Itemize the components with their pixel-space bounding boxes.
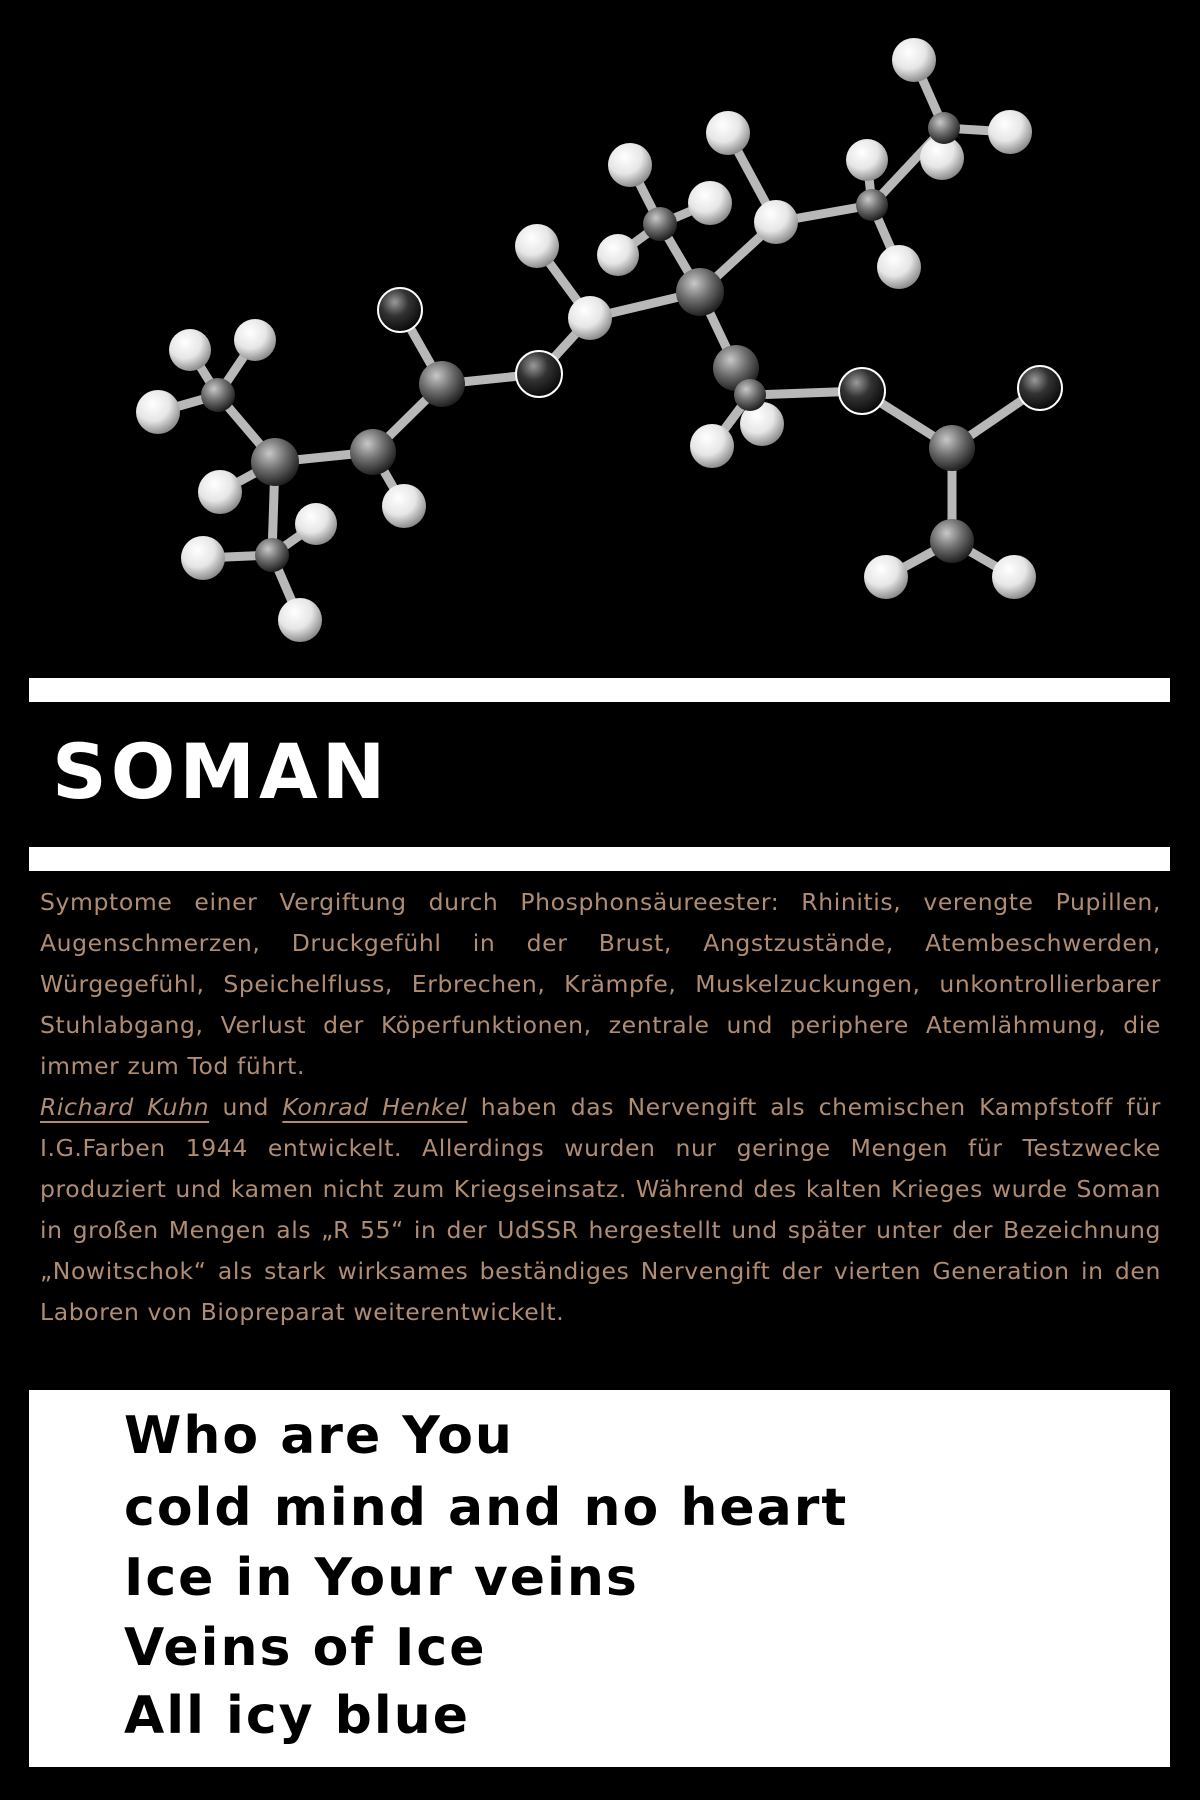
handwritten-line: All icy blue bbox=[124, 1686, 470, 1746]
handwritten-line: cold mind and no heart bbox=[124, 1478, 849, 1538]
molecule-atoms bbox=[136, 38, 1062, 642]
history-text: haben das Nervengift als chemischen Kampfstoff für I.G.Farben 1944 entwickelt. Allerdings wurden nur geringe Mengen für Testzwecke produziert und kamen nicht zum Kriegseinsatz. Während des kalten Krieges wurde Soman in großen Mengen als „R 55“ in der UdSSR hergestellt und später unter der Bezeichnung „Nowitschok“ als stark wirksames beständiges Nervengift der vierten Generation in den Laboren von Biopreparat weiterentwickelt. bbox=[40, 1093, 1161, 1326]
handwritten-line: Ice in Your veins bbox=[124, 1548, 639, 1608]
link-richard-kuhn[interactable]: Richard Kuhn bbox=[40, 1093, 210, 1121]
top-divider-bar bbox=[29, 678, 1170, 702]
history-paragraph bbox=[40, 1087, 1161, 1333]
conjunction-text: und bbox=[209, 1093, 283, 1121]
description-text bbox=[40, 882, 1161, 1333]
bottom-divider-bar bbox=[29, 847, 1170, 871]
page-title: SOMAN bbox=[52, 727, 390, 816]
symptoms-paragraph: Symptome einer Vergiftung durch Phosphonsäureester: Rhinitis, verengte Pupillen, Augenschmerzen, Druckgefühl in der Brust, Angstzustände, Atembeschwerden, Würgegefühl, Speichelfluss, Erbrechen, Krämpfe, Muskelzuckungen, unkontrollierbarer Stuhlabgang, Verlust der Köperfunktionen, zentrale und periphere Atemlähmung, die immer zum Tod führt. bbox=[40, 888, 1161, 1080]
molecule-bonds bbox=[158, 60, 1040, 620]
handwritten-line: Veins of Ice bbox=[124, 1618, 487, 1678]
link-konrad-henkel[interactable]: Konrad Henkel bbox=[282, 1093, 468, 1121]
molecule-illustration bbox=[0, 0, 1200, 680]
handwritten-line: Who are You bbox=[124, 1406, 514, 1466]
handwritten-note bbox=[29, 1390, 1170, 1767]
